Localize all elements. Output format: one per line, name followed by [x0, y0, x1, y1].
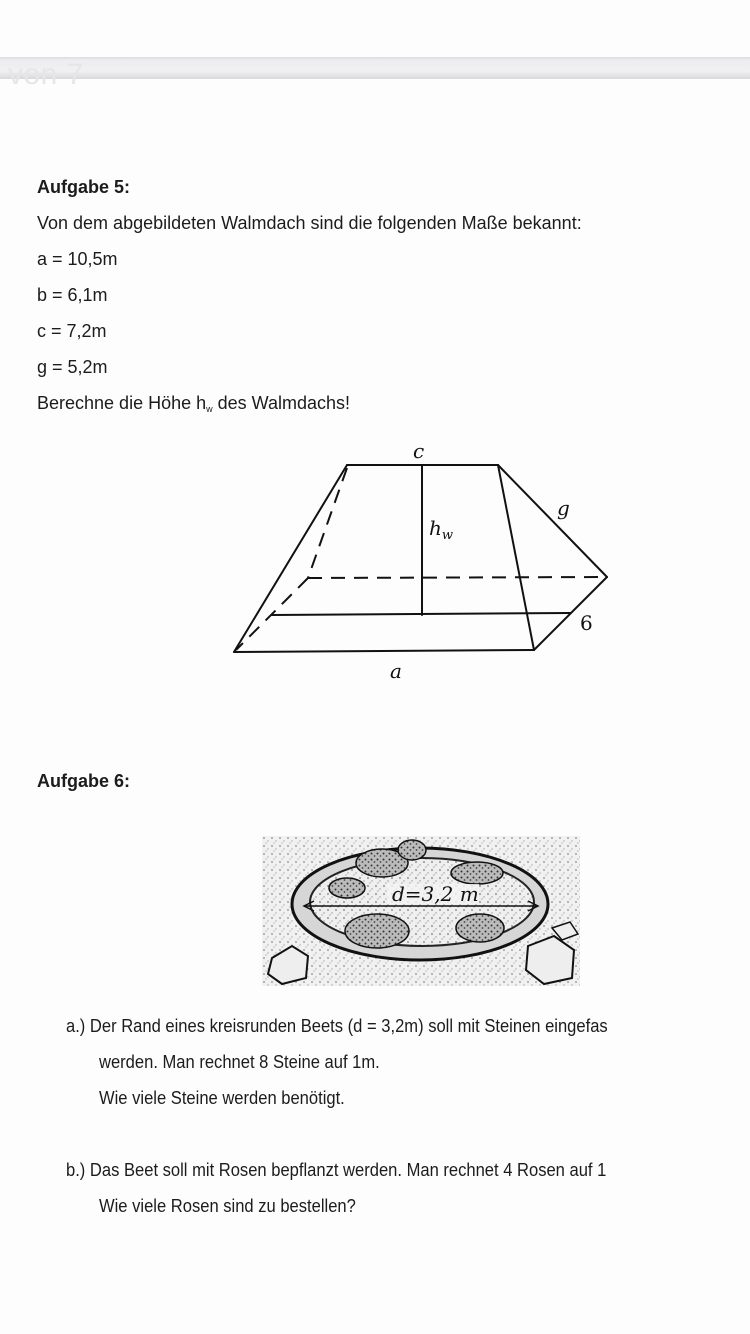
task6a-line2: werden. Man rechnet 8 Steine auf 1m.: [99, 1052, 380, 1072]
task6a-line3: Wie viele Steine werden benötigt.: [99, 1088, 345, 1108]
flower-bed-figure: [262, 828, 580, 992]
page-separator: [0, 57, 750, 79]
value-b: b = 6,1m: [37, 285, 108, 305]
label-diameter: d=3,2 m: [392, 882, 479, 906]
task5-question: Berechne die Höhe $h_w$ des Walmdachs!: [37, 393, 351, 414]
value-a: a = 10,5m: [37, 249, 118, 269]
value-c: c = 7,2m: [37, 321, 107, 341]
label-a: a: [390, 659, 402, 683]
label-c: c: [413, 440, 425, 463]
task6a-line1: a.) Der Rand eines kreisrunden Beets (d = 3,2m) soll mit Steinen eingefas: [66, 1016, 608, 1036]
page-indicator: von 7: [8, 58, 84, 91]
task5-intro: Von dem abgebildeten Walmdach sind die folgenden Maße bekannt:: [37, 213, 582, 233]
label-g: g: [557, 496, 570, 520]
task6-heading: Aufgabe 6:: [37, 771, 131, 791]
task5-heading: Aufgabe 5:: [37, 177, 131, 197]
label-hw: $h_w$: [429, 516, 454, 543]
task6b-line2: Wie viele Rosen sind zu bestellen?: [99, 1196, 356, 1216]
task6b-line1: b.) Das Beet soll mit Rosen bepflanzt werden. Man rechnet 4 Rosen auf 1: [66, 1160, 607, 1180]
value-g: g = 5,2m: [37, 357, 108, 377]
hip-roof-figure: [220, 440, 620, 690]
label-b: 6: [580, 611, 593, 635]
